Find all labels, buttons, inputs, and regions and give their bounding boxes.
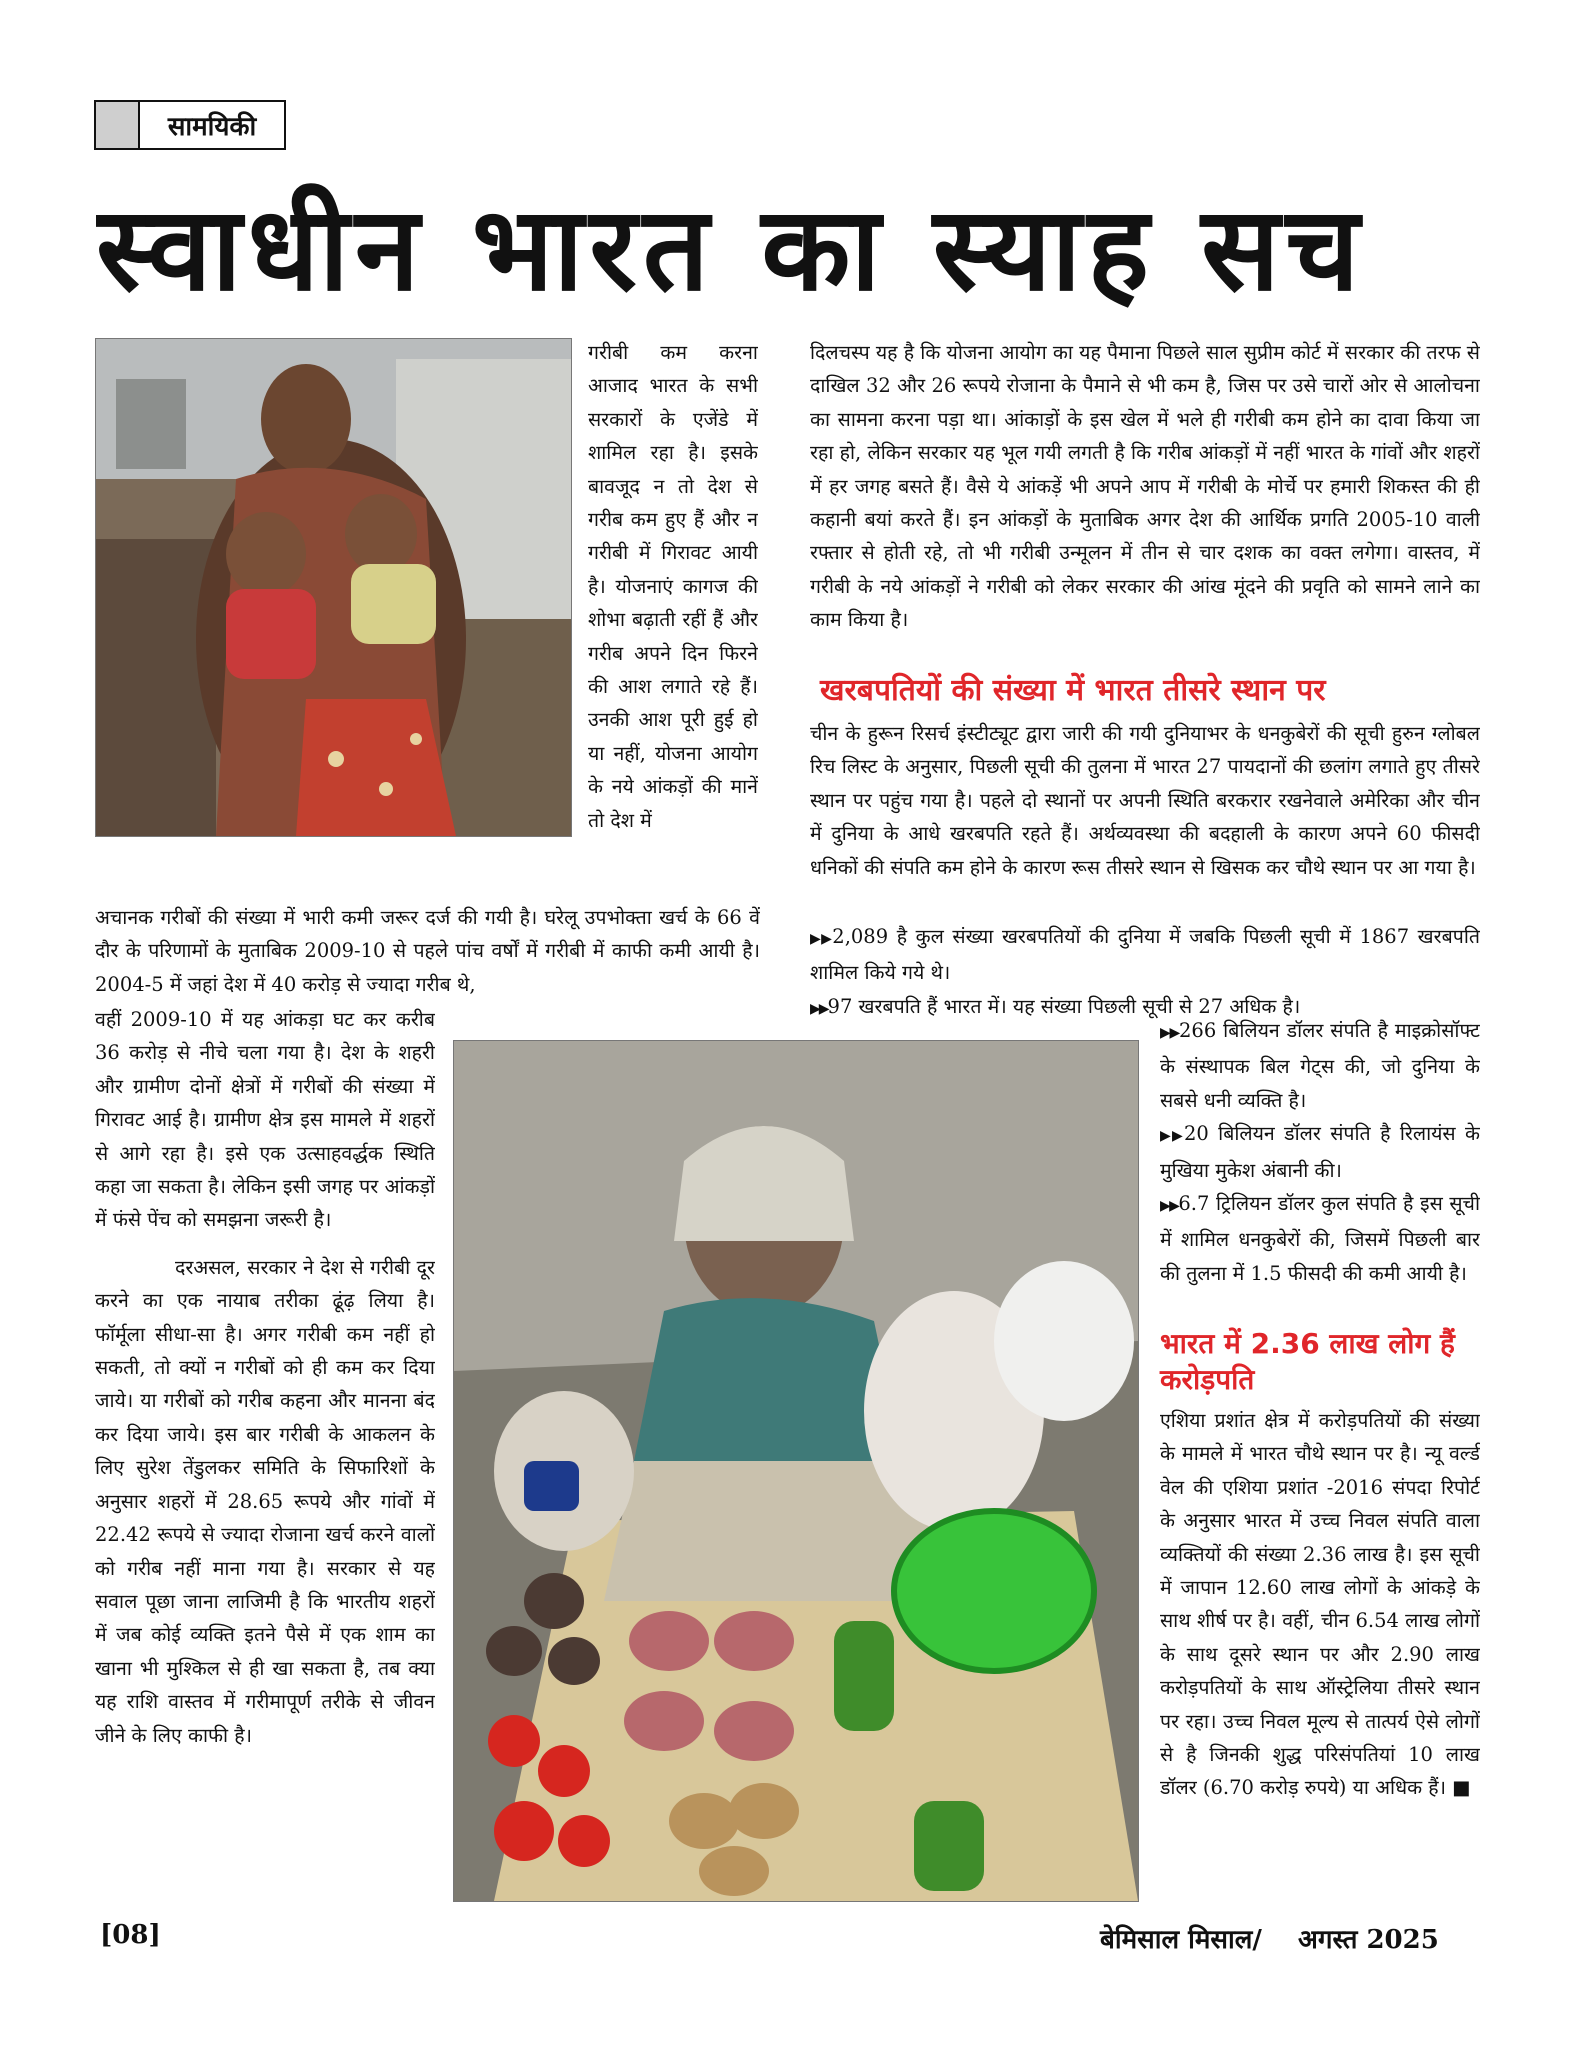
right-column-top-text: दिलचस्प यह है कि योजना आयोग का यह पैमाना पिछले साल सुप्रीम कोर्ट में सरकार की तरफ से दाखिल 32 और 26 रूपये रोजाना के पैमाने से भी कम है, जिस पर उसे चारों ओर से आलोचना का सामना करना पड़ा था। आंकाड़ों के इस खेल में भले ही गरीबी कम होने का दावा किया जा रहा हो, लेकिन सरकार यह भूल गयी लगती है कि गरीब आंकड़ों में नहीं भारत के गांवों और शहरों में हर जगह बसते हैं। वैसे ये आंकड़ें भी अपने आप में गरीबी के मोर्चे पर हमारी शिकस्त की ही कहानी बयां करते हैं। इन आंकड़ों के मुताबिक अगर देश की आर्थिक प्रगति 2005-10 वाली रफ्तार से होती रहे, तो भी गरीबी उन्मूलन में तीन से चार दशक का वक्त लगेगा। वास्तव, में गरीबी के नये आंकड़ों ने गरीबी को लेकर सरकार की आंख मूंदने की प्रवृति को सामने लाने का काम किया है।: [810, 341, 1480, 632]
bullet-india-billionaires: ▶▶ 97 खरबपति हैं भारत में। यह संख्या पिछली सूची से 27 अधिक है।: [810, 990, 1480, 1023]
hurun-paragraph: [810, 717, 1480, 920]
asia-pacific-text: एशिया प्रशांत क्षेत्र में करोड़पतियों की संख्या के मामले में भारत चौथे स्थान पर है। न्यू वर्ल्ड वेल की एशिया प्रशांत -2016 संपदा रिपोर्ट के अनुसार भारत में उच्च निवल संपति वाला व्यक्तियों की संख्या 2.36 लाख है। इस सूची में जापान 12.60 लाख लोगों के आंकड़े के साथ शीर्ष पर है। वहीं, चीन 6.54 लाख लोगों के साथ दूसरे स्थान पर और 2.90 लाख करोड़पतियों के साथ ऑस्ट्रेलिया तीसरे स्थान पर रहा। उच्च निवल मूल्य से तात्पर्य ऐसे लोगों से है जिनकी शुद्ध परिसंपतियां 10 लाख डॉलर (6.70 करोड़ रुपये) या अधिक हैं। ■: [1160, 1409, 1480, 1800]
hurun-paragraph-text: चीन के हुरून रिसर्च इंस्टीट्यूट द्वारा जारी की गयी दुनियाभर के धनकुबेरों की सूची हुरुन ग्लोबल रिच लिस्ट के अनुसार, पिछली सूची की तुलना में भारत 27 पायदानों की छलांग लगाते हुए तीसरे स्थान पर पहुंच गया है। पहले दो स्थानों पर अपनी स्थिति बरकरार रखनेवाले अमेरिका और चीन में दुनिया के आधे खरबपति रहते हैं। अर्थव्यवस्था की बदहाली के कारण अपने 60 फीसदी धनिकों की संपति कम होने के कारण रूस तीसरे स्थान से खिसक कर चौथे स्थान पर आ गया है।: [810, 722, 1480, 879]
intro-text: गरीबी कम करना आजाद भारत के सभी सरकारों के एजेंडे में शामिल रहा है। इसके बावजूद न तो देश से गरीब कम हुए हैं और न गरीबी में गिरावट आयी है। योजनाएं कागज की शोभा बढ़ाती रहीं हैं और गरीब अपने दिन फिरने की आश लगाते रहे हैं। उनकी आश पूरी हुई हो या नहीं, योजना आयोग के नये आंकड़ों की मानें तो देश में: [588, 341, 758, 832]
bullet-total-billionaires: ▶▶ 2,089 है कुल संख्या खरबपतियों की दुनिया में जबकि पिछली सूची में 1867 खरबपति शामिल किये गये थे।: [810, 920, 1480, 990]
right-narrow-column: [1160, 1014, 1480, 1314]
bullet-mukesh-ambani: ▶▶ 20 बिलियन डॉलर संपति है रिलायंस के मुखिया मुकेश अंबानी की।: [1160, 1117, 1480, 1187]
photo-vegetable-vendor: [453, 1040, 1139, 1902]
bullets-wide: [810, 920, 1480, 1023]
left-column-para-2: दरअसल, सरकार ने देश से गरीबी दूर करने का एक नायाब तरीका ढूंढ़ लिया है। फॉर्मूला सीधा-सा है। अगर गरीबी कम नहीं हो सकती, तो क्यों न गरीबों को ही कम कर दिया जाये। या गरीबों को गरीब कहना और मानना बंद कर दिया जाये। इस बार गरीबी के आकलन के लिए सुरेश तेंडुलकर समिति के सिफारिशों के अनुसार शहरों में 28.65 रूपये और गांवों में 22.42 रूपये से ज्यादा रोजाना खर्च करने वालों को गरीब नहीं माना गया है। सरकार से यह सवाल पूछा जाना लाजिमी है कि भारतीय शहरों में जब कोई व्यक्ति इतने पैसे में एक शाम का खाना भी मुश्किल से ही खा सकता है, तब क्या यह राशि वास्तव में गरीमापूर्ण तरीके से जीवन जीने के लिए काफी है।: [95, 1255, 435, 1747]
wide-paragraph: [95, 901, 760, 1004]
wide-paragraph-text: अचानक गरीबों की संख्या में भारी कमी जरूर दर्ज की गयी है। घरेलू उपभोक्ता खर्च के 66 वें दौर के परिणामों के मुताबिक 2009-10 से पहले पांच वर्षों में गरीबी में काफी कमी आयी है। 2004-5 में जहां देश में 40 करोड़ से ज्यादा गरीब थे,: [95, 906, 760, 996]
section-tag: [94, 100, 286, 150]
left-column-para-1: वहीं 2009-10 में यह आंकड़ा घट कर करीब 36 करोड़ से नीचे चला गया है। देश के शहरी और ग्रामीण दोनों क्षेत्रों में गरीबों की संख्या में गिरावट आई है। ग्रामीण क्षेत्र इस मामले में शहरों से आगे रहा है। इसे एक उत्साहवर्द्धक स्थिति कहा जा सकता है। लेकिन इसी जगह पर आंकड़ों में फंसे पेंच को समझना जरूरी है।: [95, 1008, 435, 1232]
bullet-total-wealth: ▶▶ 6.7 ट्रिलियन डॉलर कुल संपति है इस सूची में शामिल धनकुबेरों की, जिसमें पिछली बार की तुलना में 1.5 फीसदी की कमी आयी है।: [1160, 1187, 1480, 1290]
footer-publication: [1100, 1920, 1439, 1956]
section-label: सामयिकी: [167, 112, 257, 142]
bullet-bill-gates: ▶▶ 266 बिलियन डॉलर संपति है माइक्रोसॉफ्ट के संस्थापक बिल गेट्स की, जो दुनिया के सबसे धनी व्यक्ति है।: [1160, 1014, 1480, 1117]
subheading-billionaires: खरबपतियों की संख्या में भारत तीसरे स्थान पर: [820, 673, 1326, 708]
intro-column: [588, 336, 758, 891]
photo-mother-children: [95, 338, 572, 837]
page-number: [08]: [100, 1920, 161, 1950]
subheading-millionaires: भारत में 2.36 लाख लोग हैं करोड़पति: [1160, 1327, 1455, 1396]
right-column-top: [810, 336, 1480, 672]
section-tag-block: [96, 102, 140, 148]
issue-date: अगस्त 2025: [1297, 1925, 1439, 1955]
left-column: [95, 1003, 435, 1878]
publication-name: बेमिसाल मिसाल/: [1100, 1925, 1262, 1955]
asia-pacific-paragraph: [1160, 1404, 1480, 1904]
headline: स्वाधीन भारत का स्याह सच: [96, 181, 1366, 317]
